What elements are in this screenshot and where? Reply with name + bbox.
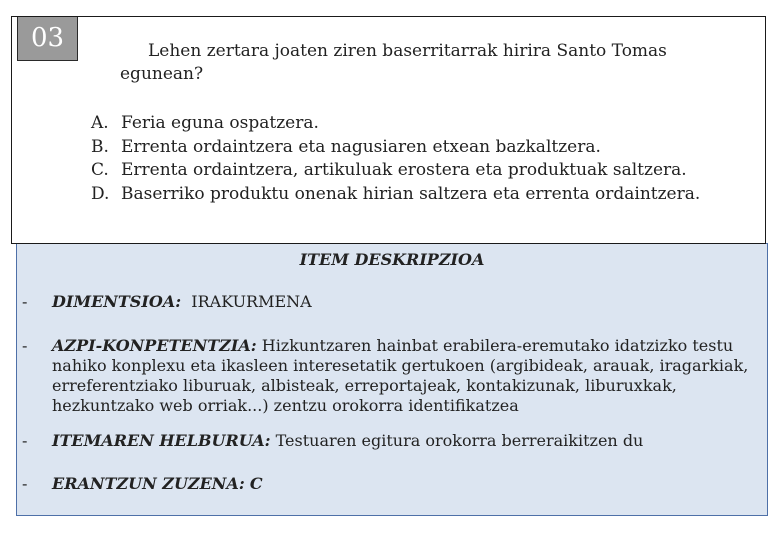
option-text: Errenta ordaintzera, artikuluak erostera eta produktuak saltzera.	[121, 160, 687, 180]
dimension-label: DIMENTSIOA:	[52, 292, 182, 311]
option-text: Feria eguna ospatzera.	[121, 113, 319, 133]
bullet-dash: -	[22, 292, 28, 311]
option-c	[91, 159, 751, 183]
bullet-dash: -	[22, 336, 28, 355]
answer-value: C	[249, 474, 263, 493]
option-b	[91, 136, 751, 160]
option-d	[91, 183, 751, 207]
option-text: Errenta ordaintzera eta nagusiaren etxean bazkaltzera.	[121, 136, 601, 157]
goal-label: ITEMAREN HELBURUA:	[52, 431, 271, 450]
bullet-dash: -	[22, 474, 28, 493]
question-box	[11, 16, 766, 244]
subcompetence-value: Hizkuntzaren hainbat erabilera-eremutako idatzizko testu nahiko konplexu eta ikasleen interesetatik gertukoen (argibideak, arauak, iragarkiak, erreferentziako liburuak, albisteak, erreportajeak, kontakizunak, liburuxkak, hezkuntzako web orriak...) zentzu orokorra identifikatzea	[52, 336, 749, 415]
bullet-dash: -	[22, 431, 28, 450]
option-a	[91, 112, 751, 136]
option-letter: A.	[91, 113, 109, 133]
description-title: ITEM DESKRIPZIOA	[299, 250, 485, 269]
dimension-value: IRAKURMENA	[191, 292, 312, 311]
question-text: Lehen zertara joaten ziren baserritarrak hirira Santo Tomas egunean?	[120, 41, 667, 84]
option-text: Baserriko produktu onenak hirian saltzera eta errenta ordaintzera.	[121, 183, 701, 204]
answer-options	[91, 112, 751, 206]
answer-label: ERANTZUN ZUZENA:	[52, 474, 245, 493]
question-number: 03	[17, 17, 78, 61]
option-letter: D.	[91, 183, 110, 204]
item-description-box	[16, 243, 768, 516]
subcompetence-label: AZPI-KONPETENTZIA:	[52, 336, 257, 355]
option-letter: C.	[91, 160, 109, 180]
goal-value: Testuaren egitura orokorra berreraikitzen du	[275, 431, 644, 450]
option-letter: B.	[91, 136, 109, 157]
